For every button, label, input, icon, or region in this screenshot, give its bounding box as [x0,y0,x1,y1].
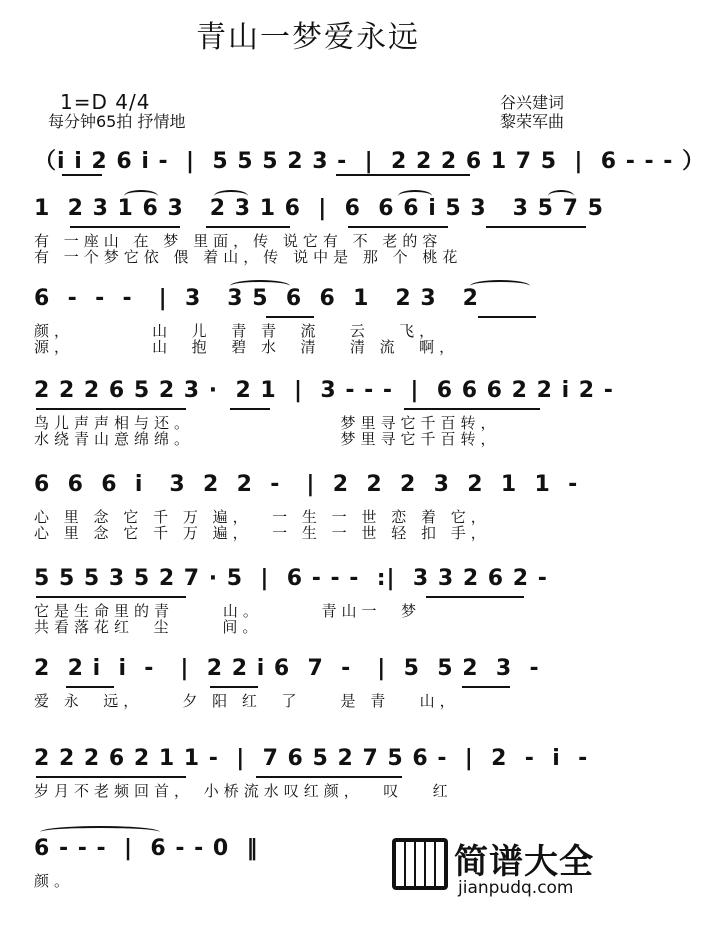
beam [348,226,448,228]
beam [66,686,114,688]
beam [206,226,290,228]
beam [62,174,102,176]
beam [36,596,186,598]
logo-url: jianpudq.com [458,878,574,898]
song-title: 青山一梦爱永远 [196,20,420,55]
lyric-verse-2: 源， 山 抱 碧 水 清 清 流 啊， [34,338,460,356]
lyric-verse-2: 心 里 念 它 千 万 遍， 一 生 一 世 轻 扣 手， [34,524,491,542]
beam [426,596,524,598]
score-line [0,286,616,386]
notes-row: 5 5 5 3 5 2 7 · 5 | 6 - - - :| 3 3 2 6 2 - [34,566,548,591]
lyric-verse-1: 爱 永 远， 夕 阳 红 了 是 青 山， [34,692,460,710]
lyric-verse-1: 岁月不老频回首， 小桥流水叹红颜， 叹 红 [34,782,453,800]
beam [70,226,180,228]
lyric-verse-2: 共看落花红 尘 间。 [34,618,263,636]
score-line [0,566,616,666]
beam [36,408,186,410]
composer-credit: 黎荣军曲 [500,112,565,131]
site-logo [392,834,612,900]
logo-name: 简谱大全 [454,842,594,882]
key-signature: 1=D 4/4 [60,90,151,114]
lyric-verse-2: 水绕青山意绵绵。 梦里寻它千百转， [34,430,501,448]
score-line [0,196,616,296]
tempo-marking: 每分钟65拍 抒情地 [48,112,186,131]
score-line [0,472,616,572]
lyric-verse-1: 颜。 [34,872,75,890]
beam [230,408,270,410]
score-line [0,378,616,478]
lyric-verse-1: 它是生命里的青 山。 青山一 梦 [34,602,421,620]
lyric-verse-1: 鸟儿声声相与还。 梦里寻它千百转， [34,414,501,432]
beam [478,316,536,318]
beam [486,226,586,228]
lyric-verse-1: 颜， 山 儿 青 青 流 云 飞， [34,322,440,340]
beam [404,408,540,410]
notes-row: （i i 2 6 i - | 5 5 5 2 3 - | 2 2 2 6 1 7 5 | 6 - - - ） [34,149,705,174]
beam [210,686,258,688]
beam [256,776,402,778]
lyric-verse-1: 有 一座山 在 梦 里面，传 说它有 不 老的容 [34,232,443,250]
notes-row: 2 2 2 6 2 1 1 - | 7 6 5 2 7 5 6 - | 2 - i - [34,746,589,771]
notes-row: 1 2 3 1 6 3 2 3 1 6 | 6 6 6 i 5 3 3 5 7 5 [34,196,604,221]
score-line [0,656,616,756]
beam [36,776,186,778]
notes-row: 6 - - - | 6 - - 0 ‖ [34,836,259,861]
notes-row: 6 - - - | 3 3 5 6 6 1 2 3 2 [34,286,479,311]
lyric-verse-1: 心 里 念 它 千 万 遍， 一 生 一 世 恋 着 它， [34,508,491,526]
notes-row: 2 2 2 6 5 2 3 · 2 1 | 3 - - - | 6 6 6 2 2 i 2 - [34,378,614,403]
notes-row: 2 2 i i - | 2 2 i 6 7 - | 5 5 2 3 - [34,656,540,681]
lyricist-credit: 谷兴建词 [500,93,565,112]
piano-icon [392,838,448,890]
beam [266,316,314,318]
beam [462,686,510,688]
beam [336,174,470,176]
lyric-verse-2: 有 一个梦它依 偎 着山，传 说中是 那 个 桃花 [34,248,463,266]
notes-row: 6 6 6 i 3 2 2 - | 2 2 2 3 2 1 1 - [34,472,579,497]
